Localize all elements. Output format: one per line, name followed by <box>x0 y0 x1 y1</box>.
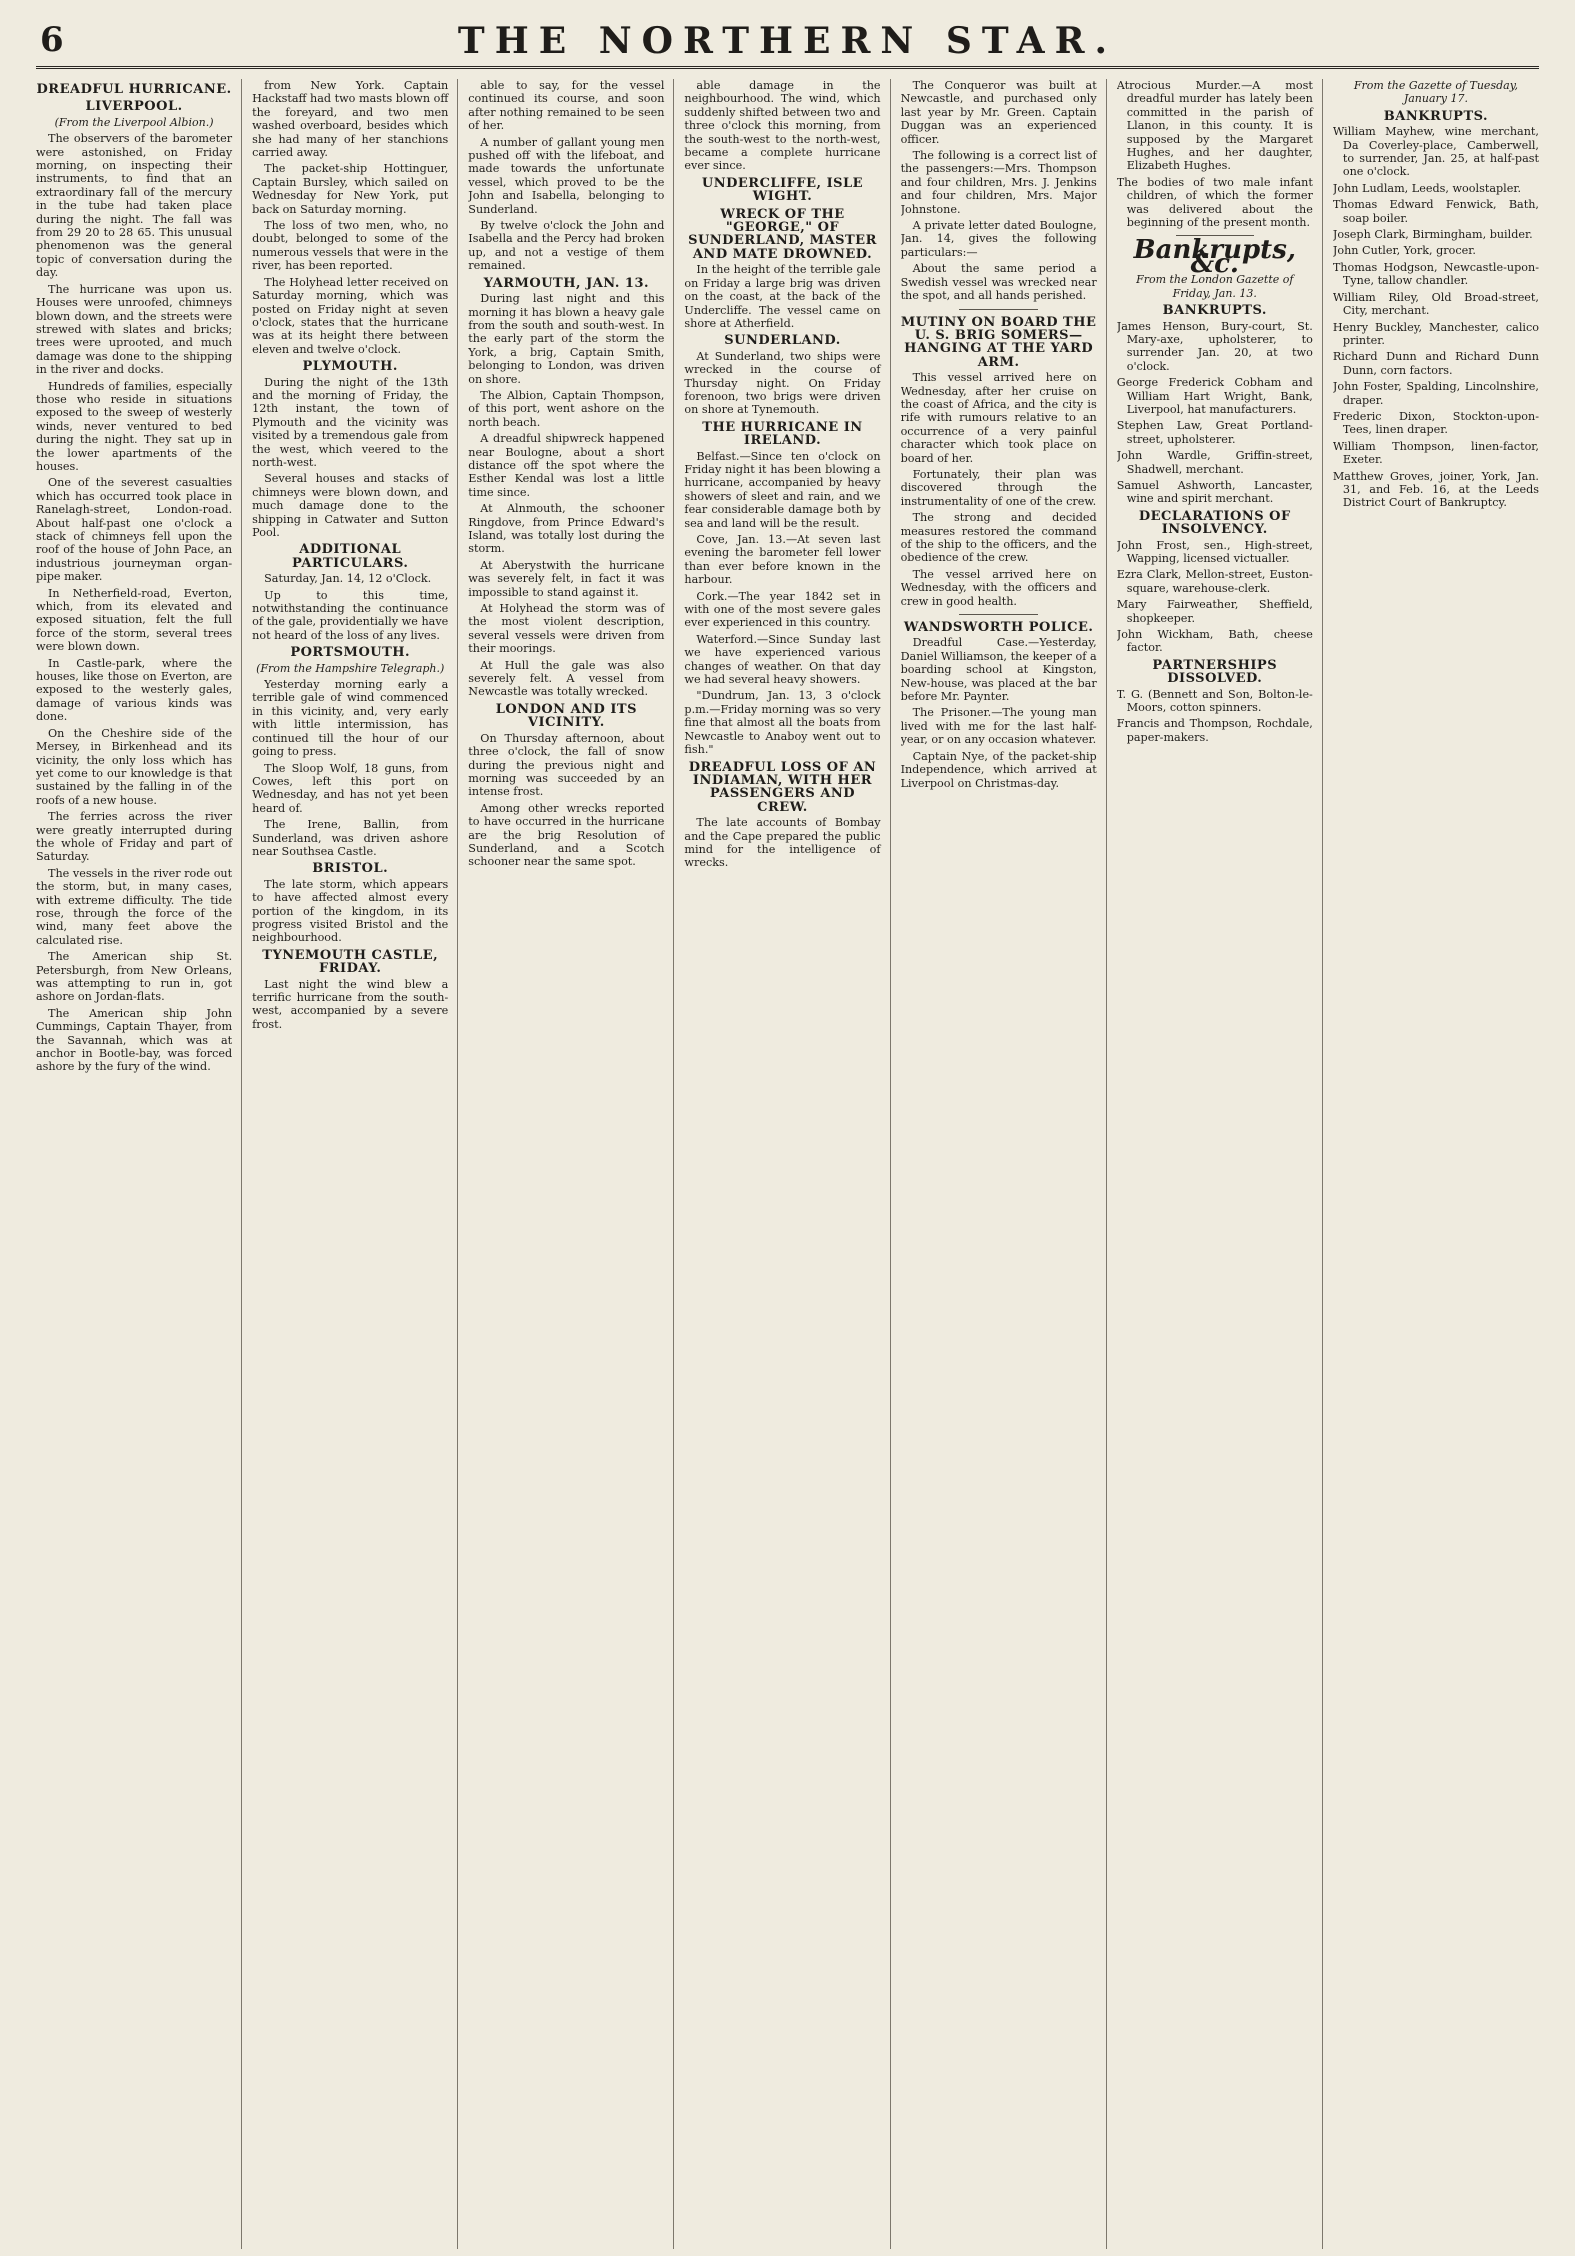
column-2 <box>252 79 458 2249</box>
article-paragraph: The Holyhead letter received on Saturday morning, which was posted on Friday night at seven o'clock, states that the hurricane was at its height there between eleven and twelve o'clock. <box>252 275 449 356</box>
article-paragraph: In Netherfield-road, Everton, which, from its elevated and exposed situation, felt the full force of the storm, several trees were blown down. <box>36 586 233 654</box>
article-paragraph: Last night the wind blew a terrific hurricane from the south-west, accompanied by a severe frost. <box>252 977 449 1031</box>
article-paragraph: At Holyhead the storm was of the most violent description, several vessels were driven from their moorings. <box>468 602 665 656</box>
article-heading: WANDSWORTH POLICE. <box>903 620 1094 636</box>
article-paragraph: Saturday, Jan. 14, 12 o'Clock. <box>264 572 432 586</box>
article-paragraph: The ferries across the river were greatly interrupted during the whole of Friday and part of Saturday. <box>36 810 233 864</box>
article-heading: TYNEMOUTH CASTLE, FRIDAY. <box>262 947 439 977</box>
article-paragraph: able damage in the neighbourhood. The wind, which suddenly shifted between two and three o'clock this morning, from the south-west to the north-west, became a complete hurricane ever since. <box>684 79 881 173</box>
article-paragraph: On Thursday afternoon, about three o'clock, the fall of snow during the previous night and morning was succeeded by an intense frost. <box>468 731 665 799</box>
article-paragraph: About the same period a Swedish vessel was wrecked near the spot, and all hands perished. <box>900 262 1097 303</box>
article-paragraph: Captain Nye, of the packet-ship Independence, which arrived at Liverpool on Christmas-day. <box>900 749 1097 790</box>
article-paragraph: from New York. Captain Hackstaff had two masts blown off the foreyard, and two men washed overboard, besides which she had many of her stanchions carried away. <box>252 79 449 160</box>
article-paragraph: The vessels in the river rode out the storm, but, in many cases, with extreme difficulty. The tide rose, through the force of the wind, many feet above the calculated rise. <box>36 866 233 947</box>
article-paragraph: The strong and decided measures restored the command of the ship to the officers, and the obedience of the crew. <box>900 511 1097 565</box>
article-paragraph: Several houses and stacks of chimneys were blown down, and much damage done to the shipping in Catwater and Sutton Pool. <box>252 472 449 539</box>
article-heading: BANKRUPTS. <box>1162 303 1267 319</box>
article-paragraph: One of the severest casualties which has occurred took place in Ranelagh-street, London-road. About half-past one o'clock a stack of chimneys fell upon the roof of the house of John Pace, an industrious journeyman organ-pipe maker. <box>36 476 233 584</box>
article-heading: DECLARATIONS OF INSOLVENCY. <box>1138 508 1291 538</box>
article-paragraph: "Dundrum, Jan. 13, 3 o'clock p.m.—Friday morning was so very fine that almost all the boats from Newcastle to Anaboy went out to fish." <box>684 689 881 757</box>
article-paragraph: A dreadful shipwreck happened near Boulogne, about a short distance off the spot where the Esther Kendal was lost a little time since. <box>468 432 665 499</box>
listing-entry: William Thompson, linen-factor, Exeter. <box>1332 439 1539 467</box>
article-paragraph: At Sunderland, two ships were wrecked in the course of Thursday night. On Friday forenoon, two brigs were driven on shore at Tynemouth. <box>684 349 881 417</box>
article-paragraph: The bodies of two male infant children, of which the former was delivered about the beginning of the present month. <box>1116 175 1313 230</box>
article-paragraph: During last night and this morning it has blown a heavy gale from the south and south-west. In the early part of the storm the York, a brig, Captain Smith, belonging to London, was driven on shore. <box>468 292 665 386</box>
article-subheading: (From the Liverpool Albion.) <box>54 115 214 129</box>
article-paragraph: The American ship John Cummings, Captain Thayer, from the Savannah, which was at anchor in Bootle-bay, was forced ashore by the fury of the wind. <box>36 1006 233 1074</box>
article-paragraph: The American ship St. Petersburgh, from New Orleans, was attempting to run in, got ashore on Jordan-flats. <box>36 950 233 1004</box>
article-paragraph: The Albion, Captain Thompson, of this port, went ashore on the north beach. <box>468 388 665 429</box>
article-paragraph: Dreadful Case.—Yesterday, Daniel Williamson, the keeper of a boarding school at Kingston, New-house, was placed at the bar before Mr. Paynter. <box>900 636 1097 704</box>
column-6 <box>1117 79 1323 2249</box>
article-paragraph: A number of gallant young men pushed off with the lifeboat, and made towards the unfortunate vessel, which proved to be the John and Isabella, belonging to Sunderland. <box>468 135 665 216</box>
article-heading: THE HURRICANE IN IRELAND. <box>702 419 863 449</box>
section-heading: Bankrupts, &c. <box>1133 235 1296 279</box>
article-paragraph: able to say, for the vessel continued its course, and soon after nothing remained to be seen of her. <box>468 79 665 133</box>
listing-entry: John Wickham, Bath, cheese factor. <box>1116 628 1313 655</box>
article-paragraph: In the height of the terrible gale on Friday a large brig was driven on the coast, at the back of the Undercliffe. The vessel came on shore at Atherfield. <box>684 263 881 330</box>
column-3 <box>468 79 674 2249</box>
listing-entry: John Cutler, York, grocer. <box>1332 244 1476 258</box>
article-heading: ADDITIONAL PARTICULARS. <box>292 542 409 571</box>
article-paragraph: Belfast.—Since ten o'clock on Friday night it has been blowing a hurricane, accompanied by heavy showers of sleet and rain, and we fear considerable damage both by sea and land will be the result. <box>684 449 881 530</box>
article-heading: LONDON AND ITS VICINITY. <box>495 701 637 731</box>
article-paragraph: The Conqueror was built at Newcastle, and purchased only last year by Mr. Green. Captain Duggan was an experienced officer. <box>900 79 1097 146</box>
article-heading: WRECK OF THE "GEORGE," OF SUNDERLAND, MASTER AND MATE DROWNED. <box>688 206 877 262</box>
article-heading: DREADFUL HURRICANE. <box>36 82 232 97</box>
column-4 <box>684 79 890 2249</box>
listing-entry: Stephen Law, Great Portland-street, upholsterer. <box>1116 419 1313 446</box>
article-subheading: (From the Hampshire Telegraph.) <box>256 661 445 675</box>
listing-entry: William Riley, Old Broad-street, City, merchant. <box>1332 290 1539 318</box>
column-7 <box>1333 79 1539 2249</box>
listing-entry: John Frost, sen., High-street, Wapping, licensed victualler. <box>1116 538 1313 565</box>
section-divider <box>959 614 1037 615</box>
listing-entry: Thomas Edward Fenwick, Bath, soap boiler. <box>1332 198 1539 225</box>
article-paragraph: Fortunately, their plan was discovered through the instrumentality of one of the crew. <box>900 467 1097 508</box>
article-paragraph: At Aberystwith the hurricane was severely felt, in fact it was impossible to stand against it. <box>468 558 665 599</box>
article-heading: DREADFUL LOSS OF AN INDIAMAN, WITH HER PASSENGERS AND CREW. <box>688 759 877 815</box>
listing-entry: Joseph Clark, Birmingham, builder. <box>1332 228 1533 242</box>
listing-entry: John Wardle, Griffin-street, Shadwell, merchant. <box>1116 449 1313 476</box>
article-paragraph: The observers of the barometer were astonished, on Friday morning, on inspecting their instruments, to find that an extraordinary fall of the mercury in the tube had taken place during the night. The fall was from 29 20 to 28 65. This unusual phenomenon was the general topic of conversation during the day. <box>36 132 233 280</box>
listing-entry: James Henson, Bury-court, St. Mary-axe, upholsterer, to surrender Jan. 20, at two o'clock. <box>1116 319 1313 373</box>
article-paragraph: By twelve o'clock the John and Isabella and the Percy had broken up, and not a vestige of them remained. <box>468 219 665 273</box>
article-paragraph: The packet-ship Hottinguer, Captain Bursley, which sailed on Wednesday for New York, put back on Saturday morning. <box>252 162 449 216</box>
article-heading: MUTINY ON BOARD THE U. S. BRIG SOMERS—HANGING AT THE YARD ARM. <box>900 314 1097 370</box>
listing-entry: Richard Dunn and Richard Dunn Dunn, corn factors. <box>1332 350 1539 377</box>
article-paragraph: At Alnmouth, the schooner Ringdove, from Prince Edward's Island, was totally lost during the storm. <box>468 502 665 556</box>
article-subheading: From the Gazette of Tuesday, January 17. <box>1353 79 1518 106</box>
page-number: 6 <box>40 20 64 60</box>
listing-entry: Mary Fairweather, Sheffield, shopkeeper. <box>1116 598 1313 625</box>
columns <box>36 79 1539 2249</box>
listing-entry: John Ludlam, Leeds, woolstapler. <box>1332 181 1522 195</box>
article-paragraph: During the night of the 13th and the morning of Friday, the 12th instant, the town of Plymouth and the vicinity was visited by a tremendous gale from the west, which veered to the north-west. <box>252 375 449 469</box>
listing-entry: Henry Buckley, Manchester, calico printer. <box>1332 320 1539 347</box>
article-paragraph: The hurricane was upon us. Houses were unroofed, chimneys blown down, and the streets were strewed with slates and bricks; trees were uprooted, and much damage was done to the shipping in the river and docks. <box>36 282 233 377</box>
article-paragraph: The late storm, which appears to have affected almost every portion of the kingdom, in its progress visited Bristol and the neighbourhood. <box>252 877 449 945</box>
listing-entry: Ezra Clark, Mellon-street, Euston-square, warehouse-clerk. <box>1116 568 1313 595</box>
article-paragraph: The Sloop Wolf, 18 guns, from Cowes, left this port on Wednesday, and has not yet been heard of. <box>252 761 449 815</box>
article-heading: PORTSMOUTH. <box>290 645 411 661</box>
article-paragraph: The Irene, Ballin, from Sunderland, was driven ashore near Southsea Castle. <box>252 818 449 858</box>
article-heading: LIVERPOOL. <box>85 99 183 115</box>
newspaper-title: THE NORTHERN STAR. <box>457 20 1118 62</box>
article-paragraph: Atrocious Murder.—A most dreadful murder has lately been committed in the parish of Llanon, in this county. It is supposed by the Margaret Hughes, and her daughter, Elizabeth Hughes. <box>1116 79 1313 173</box>
listing-entry: Francis and Thompson, Rochdale, paper-makers. <box>1116 717 1313 744</box>
article-heading: BANKRUPTS. <box>1383 108 1489 124</box>
column-1 <box>36 79 242 2249</box>
article-heading: UNDERCLIFFE, ISLE WIGHT. <box>701 175 864 205</box>
listing-entry: T. G. (Bennett and Son, Bolton-le-Moors, cotton spinners. <box>1116 687 1313 715</box>
article-subheading: From the London Gazette of Friday, Jan. 13. <box>1136 273 1294 300</box>
article-heading: YARMOUTH, JAN. 13. <box>483 275 650 291</box>
article-paragraph: The loss of two men, who, no doubt, belonged to some of the numerous vessels that were in the river, has been reported. <box>252 219 449 273</box>
masthead <box>36 14 1539 69</box>
listing-entry: William Mayhew, wine merchant, Da Coverley-place, Camberwell, to surrender, Jan. 25, at half-past one o'clock. <box>1332 125 1539 179</box>
article-paragraph: A private letter dated Boulogne, Jan. 14, gives the following particulars:— <box>900 219 1097 259</box>
article-paragraph: At Hull the gale was also severely felt. A vessel from Newcastle was totally wrecked. <box>468 658 665 699</box>
article-paragraph: Hundreds of families, especially those who reside in situations exposed to the sweep of westerly winds, never ventured to bed during the night. They sat up in the lower apartments of the houses. <box>36 379 233 473</box>
article-paragraph: Yesterday morning early a terrible gale of wind commenced in this vicinity, and, very early with little intermission, has continued till the hour of our going to press. <box>252 678 449 759</box>
listing-entry: John Foster, Spalding, Lincolnshire, draper. <box>1332 380 1539 407</box>
article-paragraph: The Prisoner.—The young man lived with me for the last half-year, or on any occasion whatever. <box>900 706 1097 747</box>
article-paragraph: Among other wrecks reported to have occurred in the hurricane are the brig Resolution of Sunderland, and a Scotch schooner near the same spot. <box>468 801 665 869</box>
listing-entry: George Frederick Cobham and William Hart Wright, Bank, Liverpool, hat manufacturers. <box>1116 376 1313 416</box>
article-paragraph: The late accounts of Bombay and the Cape prepared the public mind for the intelligence of wrecks. <box>684 816 881 870</box>
article-heading: SUNDERLAND. <box>724 333 841 349</box>
article-heading: PLYMOUTH. <box>302 359 398 375</box>
article-heading: BRISTOL. <box>312 861 389 877</box>
listing-entry: Frederic Dixon, Stockton-upon-Tees, linen draper. <box>1332 409 1539 437</box>
article-paragraph: On the Cheshire side of the Mersey, in Birkenhead and its vicinity, the only loss which has yet come to our knowledge is that sustained by the falling in of the roofs of a new house. <box>36 726 233 807</box>
listing-entry: Samuel Ashworth, Lancaster, wine and spirit merchant. <box>1116 478 1313 506</box>
column-5 <box>901 79 1107 2249</box>
article-paragraph: The vessel arrived here on Wednesday, with the officers and crew in good health. <box>900 567 1097 608</box>
article-paragraph: In Castle-park, where the houses, like those on Everton, are exposed to the westerly gales, damage of various kinds was done. <box>36 656 233 724</box>
listing-entry: Matthew Groves, joiner, York, Jan. 31, and Feb. 16, at the Leeds District Court of Bankruptcy. <box>1332 469 1539 510</box>
article-paragraph: Cove, Jan. 13.—At seven last evening the barometer fell lower than ever before known in the harbour. <box>684 533 881 587</box>
article-paragraph: This vessel arrived here on Wednesday, after her cruise on the coast of Africa, and the city is rife with rumours relative to an occurrence of a very painful character which took place on board of her. <box>900 371 1097 465</box>
article-heading: PARTNERSHIPS DISSOLVED. <box>1152 657 1278 687</box>
listing-entry: Thomas Hodgson, Newcastle-upon-Tyne, tallow chandler. <box>1332 260 1539 288</box>
article-paragraph: The following is a correct list of the passengers:—Mrs. Thompson and four children, Mrs. J. Jenkins and four children, Mrs. Major Johnstone. <box>900 149 1097 216</box>
article-paragraph: Cork.—The year 1842 set in with one of the most severe gales ever experienced in this country. <box>684 589 881 630</box>
article-paragraph: Waterford.—Since Sunday last we have experienced various changes of weather. On that day we had several heavy showers. <box>684 632 881 687</box>
article-paragraph: Up to this time, notwithstanding the continuance of the gale, providentially we have not heard of the loss of any lives. <box>252 588 449 642</box>
section-divider <box>959 309 1037 310</box>
